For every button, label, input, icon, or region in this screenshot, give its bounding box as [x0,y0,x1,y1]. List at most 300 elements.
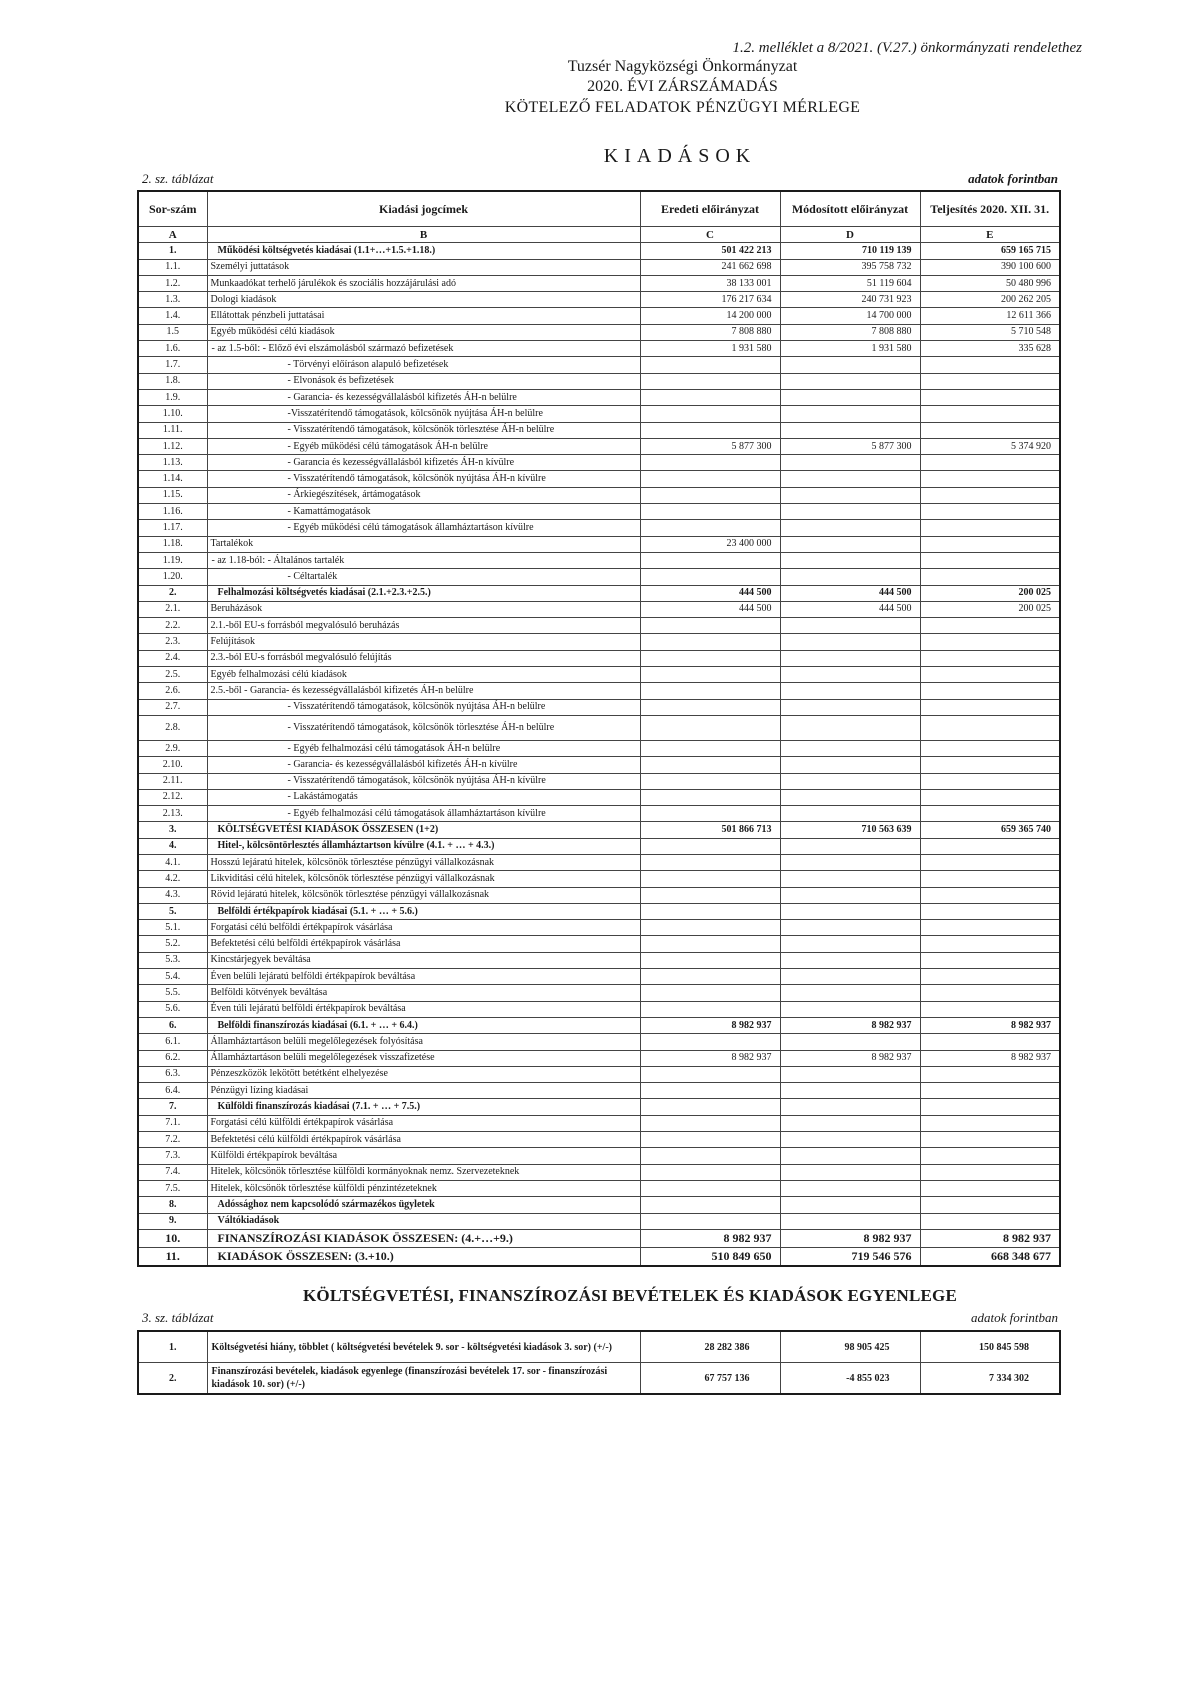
table-row [138,683,1060,699]
row-label: Államháztartáson belüli megelőlegezések folyósítása [207,1034,640,1050]
row-number: 5.2. [138,936,207,952]
row-number: 1.2. [138,275,207,291]
original-value [640,487,780,503]
modified-value [780,789,920,805]
performance-value [920,715,1060,740]
row-number: 11. [138,1247,207,1266]
original-value [640,789,780,805]
table-row [138,536,1060,552]
table-row [138,822,1060,838]
original-value: 501 422 213 [640,243,780,259]
document-subtitle: KÖTELEZŐ FELADATOK PÉNZÜGYI MÉRLEGE [504,99,861,116]
row-number: 2.11. [138,773,207,789]
table2-unit: adatok forintban [968,171,1058,186]
row-number: 5.5. [138,985,207,1001]
table-row [138,259,1060,275]
modified-value [780,773,920,789]
row-number: 2.8. [138,715,207,740]
performance-value [920,618,1060,634]
row-number: 2.9. [138,740,207,756]
table-row [138,1247,1060,1266]
modified-value [780,422,920,438]
row-number: 4. [138,838,207,854]
table-row [138,1034,1060,1050]
row-number: 1.7. [138,357,207,373]
row-label: Hosszú lejáratú hitelek, kölcsönök törlesztése pénzügyi vállalkozásnak [207,854,640,870]
row-number: 1.14. [138,471,207,487]
modified-value [780,1213,920,1229]
performance-value: 8 982 937 [920,1229,1060,1247]
modified-value [780,455,920,471]
modified-value: 98 905 425 [780,1331,920,1363]
modified-value [780,1115,920,1131]
table-row [138,903,1060,919]
row-number: 1. [138,243,207,259]
original-value: 38 133 001 [640,275,780,291]
modified-value: 710 563 639 [780,822,920,838]
row-number: 3. [138,822,207,838]
letter-e: E [920,227,1060,243]
performance-value: 5 710 548 [920,324,1060,340]
table-row [138,1115,1060,1131]
original-value: 8 982 937 [640,1050,780,1066]
modified-value: 8 982 937 [780,1229,920,1247]
modified-value [780,569,920,585]
row-number: 7.4. [138,1164,207,1180]
performance-value: 200 025 [920,601,1060,617]
row-label: - Egyéb felhalmozási célú támogatások ÁH-n belülre [207,740,640,756]
original-value: 501 866 713 [640,822,780,838]
row-label: - Visszatérítendő támogatások, kölcsönök törlesztése ÁH-n belülre [207,715,640,740]
modified-value [780,838,920,854]
table-row [138,373,1060,389]
modified-value [780,903,920,919]
modified-value [780,634,920,650]
table-row [138,308,1060,324]
modified-value: 719 546 576 [780,1247,920,1266]
table-row [138,1099,1060,1115]
row-label: Pénzügyi lízing kiadásai [207,1083,640,1099]
modified-value: 5 877 300 [780,438,920,454]
performance-value [920,1213,1060,1229]
row-number: 1.12. [138,438,207,454]
header-original: Eredeti előirányzat [640,191,780,227]
table-row [138,920,1060,936]
row-number: 4.2. [138,871,207,887]
header-performance: Teljesítés 2020. XII. 31. [920,191,1060,227]
table-row [138,1213,1060,1229]
modified-value: 240 731 923 [780,292,920,308]
original-value [640,903,780,919]
modified-value [780,1197,920,1213]
header-sor: Sor-szám [138,191,207,227]
original-value [640,357,780,373]
table-row [138,552,1060,568]
original-value [640,1213,780,1229]
modified-value [780,536,920,552]
table-row [138,618,1060,634]
original-value [640,936,780,952]
row-number: 1.13. [138,455,207,471]
row-label: Egyéb működési célú kiadások [207,324,640,340]
row-label: Forgatási célú belföldi értékpapírok vásárlása [207,920,640,936]
row-label: - Visszatérítendő támogatások, kölcsönök nyújtása ÁH-n kívülre [207,773,640,789]
modified-value [780,1180,920,1196]
table-row [138,438,1060,454]
row-label: Adóssághoz nem kapcsolódó származékos ügyletek [207,1197,640,1213]
row-number: 2. [138,1363,207,1395]
row-number: 5.3. [138,952,207,968]
row-label: 2.5.-ből - Garancia- és kezességvállalásból kifizetés ÁH-n belülre [207,683,640,699]
modified-value [780,1164,920,1180]
modified-value [780,406,920,422]
row-number: 2.5. [138,667,207,683]
row-number: 1. [138,1331,207,1363]
column-letter-row [138,227,1060,243]
modified-value [780,887,920,903]
performance-value: 5 374 920 [920,438,1060,454]
modified-value [780,471,920,487]
original-value [640,667,780,683]
table-row [138,936,1060,952]
modified-value: 8 982 937 [780,1017,920,1033]
modified-value: 710 119 139 [780,243,920,259]
modified-value [780,520,920,536]
modified-value [780,373,920,389]
row-label: Dologi kiadások [207,292,640,308]
modified-value: 7 808 880 [780,324,920,340]
row-number: 7.1. [138,1115,207,1131]
row-label: 2.3.-ból EU-s forrásból megvalósuló felújítás [207,650,640,666]
original-value: 67 757 136 [640,1363,780,1395]
row-number: 2.6. [138,683,207,699]
original-value: 8 982 937 [640,1017,780,1033]
row-label: Éven belüli lejáratú belföldi értékpapírok beváltása [207,969,640,985]
performance-value: 200 262 205 [920,292,1060,308]
performance-value [920,789,1060,805]
original-value: 28 282 386 [640,1331,780,1363]
performance-value [920,1115,1060,1131]
row-label: Befektetési célú külföldi értékpapírok vásárlása [207,1132,640,1148]
modified-value [780,936,920,952]
row-number: 8. [138,1197,207,1213]
modified-value [780,969,920,985]
performance-value [920,552,1060,568]
table-row [138,887,1060,903]
original-value [640,871,780,887]
table-row [138,667,1060,683]
table-row [138,650,1060,666]
performance-value: 668 348 677 [920,1247,1060,1266]
original-value [640,715,780,740]
table-row [138,1132,1060,1148]
original-value: 510 849 650 [640,1247,780,1266]
performance-value [920,389,1060,405]
original-value [640,389,780,405]
original-value [640,520,780,536]
row-label: -Visszatérítendő támogatások, kölcsönök nyújtása ÁH-n belülre [207,406,640,422]
performance-value [920,520,1060,536]
performance-value: 335 628 [920,341,1060,357]
table-row [138,422,1060,438]
table-row [138,1229,1060,1247]
modified-value [780,667,920,683]
balance-row [138,1331,1060,1363]
original-value: 444 500 [640,601,780,617]
table-row [138,740,1060,756]
modified-value: 395 758 732 [780,259,920,275]
modified-value: 444 500 [780,601,920,617]
row-label: - az 1.18-ból: - Általános tartalék [207,552,640,568]
table-row [138,871,1060,887]
row-label: - Céltartalék [207,569,640,585]
modified-value [780,1148,920,1164]
row-label: Ellátottak pénzbeli juttatásai [207,308,640,324]
original-value [640,969,780,985]
document-year-title: 2020. ÉVI ZÁRSZÁMADÁS [587,78,778,95]
balance-table [137,1330,1061,1395]
performance-value [920,740,1060,756]
performance-value [920,536,1060,552]
row-label: Belföldi értékpapírok kiadásai (5.1. + … + 5.6.) [207,903,640,919]
performance-value: 150 845 598 [920,1331,1060,1363]
original-value [640,740,780,756]
modified-value [780,504,920,520]
modified-value: 51 119 604 [780,275,920,291]
performance-value [920,1083,1060,1099]
original-value [640,1115,780,1131]
row-label: - Lakástámogatás [207,789,640,805]
performance-value: 390 100 600 [920,259,1060,275]
performance-value: 8 982 937 [920,1017,1060,1033]
original-value [640,854,780,870]
table-row [138,1066,1060,1082]
modified-value [780,1034,920,1050]
original-value: 241 662 698 [640,259,780,275]
row-number: 1.5 [138,324,207,340]
row-number: 2.13. [138,806,207,822]
row-label: KÖLTSÉGVETÉSI KIADÁSOK ÖSSZESEN (1+2) [207,822,640,838]
row-number: 6.2. [138,1050,207,1066]
row-label: Likviditási célú hitelek, kölcsönök törlesztése pénzügyi vállalkozásnak [207,871,640,887]
row-number: 2.2. [138,618,207,634]
modified-value [780,806,920,822]
table-row [138,569,1060,585]
row-label: - Egyéb működési célú támogatások ÁH-n belülre [207,438,640,454]
modified-value [780,699,920,715]
table-row [138,324,1060,340]
row-label: Tartalékok [207,536,640,552]
table-row [138,357,1060,373]
performance-value [920,699,1060,715]
original-value: 14 200 000 [640,308,780,324]
row-number: 1.16. [138,504,207,520]
table-row [138,757,1060,773]
table-row [138,1148,1060,1164]
balance-row [138,1363,1060,1395]
row-label: - Egyéb felhalmozási célú támogatások államháztartáson kívülre [207,806,640,822]
row-label: FINANSZÍROZÁSI KIADÁSOK ÖSSZESEN: (4.+…+9.) [207,1229,640,1247]
row-number: 2.7. [138,699,207,715]
row-label: Külföldi finanszírozás kiadásai (7.1. + … + 7.5.) [207,1099,640,1115]
performance-value [920,504,1060,520]
letter-a: A [138,227,207,243]
row-label: KIADÁSOK ÖSSZESEN: (3.+10.) [207,1247,640,1266]
modified-value: 1 931 580 [780,341,920,357]
table-row [138,1180,1060,1196]
table-row [138,292,1060,308]
original-value [640,618,780,634]
original-value [640,552,780,568]
row-label: Váltókiadások [207,1213,640,1229]
row-label: Hitelek, kölcsönök törlesztése külföldi pénzintézeteknek [207,1180,640,1196]
modified-value [780,854,920,870]
performance-value: 7 334 302 [920,1363,1060,1395]
original-value [640,504,780,520]
row-number: 1.11. [138,422,207,438]
row-number: 6.3. [138,1066,207,1082]
row-label: Költségvetési hiány, többlet ( költségvetési bevételek 9. sor - költségvetési kiadások 3. sor) (+/-) [207,1331,640,1363]
modified-value [780,1001,920,1017]
table-row [138,1083,1060,1099]
performance-value [920,683,1060,699]
table-row [138,854,1060,870]
balance-title: KÖLTSÉGVETÉSI, FINANSZÍROZÁSI BEVÉTELEK ÉS KIADÁSOK EGYENLEGE [303,1286,957,1305]
row-number: 1.18. [138,536,207,552]
row-number: 1.19. [138,552,207,568]
row-label: Befektetési célú belföldi értékpapírok vásárlása [207,936,640,952]
table-row [138,601,1060,617]
table-row [138,1017,1060,1033]
modified-value [780,552,920,568]
performance-value [920,455,1060,471]
performance-value [920,871,1060,887]
performance-value [920,634,1060,650]
modified-value [780,757,920,773]
performance-value [920,357,1060,373]
modified-value [780,952,920,968]
table-row [138,789,1060,805]
row-label: 2.1.-ből EU-s forrásból megvalósuló beruházás [207,618,640,634]
modified-value [780,1099,920,1115]
performance-value: 659 365 740 [920,822,1060,838]
row-label: - Visszatérítendő támogatások, kölcsönök törlesztése ÁH-n belülre [207,422,640,438]
table-row [138,985,1060,1001]
row-label: Éven túli lejáratú belföldi értékpapírok beváltása [207,1001,640,1017]
performance-value [920,1099,1060,1115]
row-number: 7. [138,1099,207,1115]
row-number: 1.4. [138,308,207,324]
performance-value [920,952,1060,968]
table3-label: 3. sz. táblázat [142,1310,214,1325]
original-value [640,406,780,422]
modified-value [780,683,920,699]
performance-value [920,838,1060,854]
row-number: 5.4. [138,969,207,985]
modified-value [780,715,920,740]
row-label: - az 1.5-ből: - Előző évi elszámolásból származó befizetések [207,341,640,357]
letter-d: D [780,227,920,243]
row-number: 1.6. [138,341,207,357]
modified-value [780,871,920,887]
modified-value [780,357,920,373]
original-value [640,650,780,666]
performance-value: 12 611 366 [920,308,1060,324]
section-title: KIADÁSOK [603,145,757,167]
table3-unit: adatok forintban [970,1310,1058,1325]
modified-value [780,985,920,1001]
performance-value [920,667,1060,683]
table-row [138,520,1060,536]
original-value [640,838,780,854]
performance-value [920,1164,1060,1180]
performance-value [920,650,1060,666]
row-label: Munkaadókat terhelő járulékok és szociális hozzájárulási adó [207,275,640,291]
original-value [640,952,780,968]
row-label: - Kamattámogatások [207,504,640,520]
row-label: - Garancia és kezességvállalásból kifizetés ÁH-n kívülre [207,455,640,471]
performance-value [920,969,1060,985]
original-value [640,422,780,438]
original-value: 176 217 634 [640,292,780,308]
performance-value [920,487,1060,503]
row-number: 7.2. [138,1132,207,1148]
original-value: 444 500 [640,585,780,601]
performance-value [920,422,1060,438]
row-label: Személyi juttatások [207,259,640,275]
row-number: 2.10. [138,757,207,773]
original-value [640,887,780,903]
modified-value: 444 500 [780,585,920,601]
original-value [640,1034,780,1050]
table-row [138,243,1060,259]
modified-value [780,1066,920,1082]
original-value [640,634,780,650]
row-label: - Visszatérítendő támogatások, kölcsönök nyújtása ÁH-n belülre [207,699,640,715]
table-row [138,1001,1060,1017]
table-row [138,504,1060,520]
letter-b: B [207,227,640,243]
table-header-row [138,191,1060,227]
performance-value [920,936,1060,952]
performance-value [920,1001,1060,1017]
performance-value [920,1148,1060,1164]
row-label: Államháztartáson belüli megelőlegezések visszafizetése [207,1050,640,1066]
performance-value [920,1180,1060,1196]
modified-value [780,1083,920,1099]
table-row [138,389,1060,405]
table-row [138,585,1060,601]
table-row [138,1164,1060,1180]
original-value [640,1083,780,1099]
modified-value [780,650,920,666]
row-number: 1.15. [138,487,207,503]
row-number: 1.17. [138,520,207,536]
row-number: 2.1. [138,601,207,617]
annex-reference: 1.2. melléklet a 8/2021. (V.27.) önkormányzati rendelethez [732,40,1082,56]
row-number: 1.20. [138,569,207,585]
row-number: 7.3. [138,1148,207,1164]
header-modified: Módosított előirányzat [780,191,920,227]
table-row [138,275,1060,291]
row-label: - Visszatérítendő támogatások, kölcsönök nyújtása ÁH-n kívülre [207,471,640,487]
original-value [640,757,780,773]
original-value [640,985,780,1001]
row-label: - Árkiegészítések, ártámogatások [207,487,640,503]
modified-value [780,740,920,756]
original-value [640,1164,780,1180]
modified-value [780,1132,920,1148]
